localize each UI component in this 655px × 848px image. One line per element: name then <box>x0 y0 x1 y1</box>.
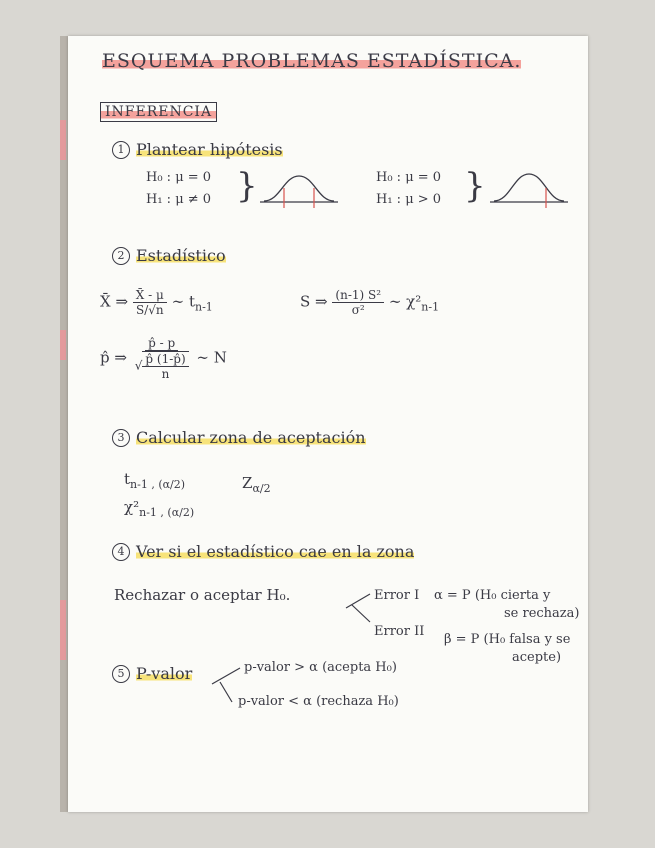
proportion-numerator: p̂ - p <box>145 336 178 351</box>
mean-statistic <box>100 288 213 317</box>
variance-distribution: ∼ χ² <box>388 292 422 311</box>
step-label: Plantear hipótesis <box>136 140 283 159</box>
proportion-inner-denominator: n <box>161 367 170 381</box>
zona-t-sub: n-1 , (α/2) <box>130 478 186 491</box>
section-heading: INFERENCIA <box>100 102 217 122</box>
one-tailed-curve-icon <box>488 166 570 212</box>
page-title: ESQUEMA PROBLEMAS ESTADÍSTICA. <box>102 50 522 72</box>
mean-denominator: S/√n <box>135 303 164 317</box>
variance-numerator: (n-1) S² <box>332 288 384 303</box>
decision-text: Rechazar o aceptar H₀. <box>114 586 291 604</box>
variance-statistic <box>300 288 439 317</box>
pvalue-accept: p-valor > α (acepta H₀) <box>244 660 397 675</box>
step-number: 5 <box>112 665 130 683</box>
branch-icon <box>344 590 374 626</box>
proportion-inner-fraction <box>142 351 188 381</box>
zona-z <box>242 474 271 495</box>
page-edge-mark <box>60 600 66 660</box>
error-2-definition-cont: acepte) <box>512 650 562 665</box>
brace-icon: } <box>464 166 486 206</box>
mean-numerator: X̄ - μ <box>133 288 167 303</box>
variance-lhs: S ⇒ <box>300 292 328 311</box>
step-label: Ver si el estadístico cae en la zona <box>136 542 415 561</box>
zona-chi <box>124 498 194 519</box>
zona-t <box>124 470 185 491</box>
error-1-label: Error I <box>374 588 420 603</box>
step-number: 1 <box>112 141 130 159</box>
error-1-definition: α = P (H₀ cierta y <box>434 588 551 603</box>
step-number: 3 <box>112 429 130 447</box>
zona-chi-sub: n-1 , (α/2) <box>139 506 195 519</box>
step-label: Calcular zona de aceptación <box>136 428 366 447</box>
error-1-definition-cont: se rechaza) <box>504 606 580 621</box>
proportion-statistic <box>100 336 227 381</box>
pvalue-reject: p-valor < α (rechaza H₀) <box>238 694 399 709</box>
hypothesis-left-h1: H₁ : μ ≠ 0 <box>146 192 212 207</box>
step-number: 2 <box>112 247 130 265</box>
notebook-page <box>68 36 588 812</box>
step-5-heading <box>112 664 192 683</box>
proportion-inner-numerator: p̂ (1-p̂) <box>142 351 188 367</box>
zona-chi-symbol: χ² <box>124 498 140 516</box>
variance-fraction <box>332 288 384 317</box>
mean-distribution-sub: n-1 <box>194 300 213 314</box>
step-3-heading <box>112 428 366 447</box>
page-edge-mark <box>60 120 66 160</box>
two-tailed-curve-icon <box>258 168 340 212</box>
page-edge-mark <box>60 330 66 360</box>
proportion-fraction <box>132 336 192 381</box>
mean-fraction <box>133 288 167 317</box>
brace-icon: } <box>236 166 258 206</box>
hypothesis-right-h0: H₀ : μ = 0 <box>376 170 442 185</box>
step-4-heading <box>112 542 414 561</box>
step-number: 4 <box>112 543 130 561</box>
step-label: Estadístico <box>136 246 226 265</box>
mean-lhs: X̄ ⇒ <box>100 292 129 311</box>
error-2-label: Error II <box>374 624 425 639</box>
error-2-definition: β = P (H₀ falsa y se <box>444 632 571 647</box>
variance-denominator: σ² <box>351 303 365 317</box>
step-1-heading <box>112 140 283 159</box>
zona-z-sub: α/2 <box>252 482 271 495</box>
mean-distribution: ∼ t <box>171 292 195 311</box>
proportion-denominator: √ $\frac{p̂ (1-p̂)}{n}$ <box>132 351 192 381</box>
hypothesis-left-h0: H₀ : μ = 0 <box>146 170 212 185</box>
zona-t-symbol: t <box>124 470 131 488</box>
step-2-heading <box>112 246 226 265</box>
variance-distribution-sub: n-1 <box>421 300 440 314</box>
step-label: P-valor <box>136 664 193 683</box>
zona-z-symbol: Z <box>242 474 253 492</box>
proportion-distribution: ∼ N <box>196 348 227 367</box>
proportion-lhs: p̂ ⇒ <box>100 348 127 367</box>
hypothesis-right-h1: H₁ : μ > 0 <box>376 192 442 207</box>
